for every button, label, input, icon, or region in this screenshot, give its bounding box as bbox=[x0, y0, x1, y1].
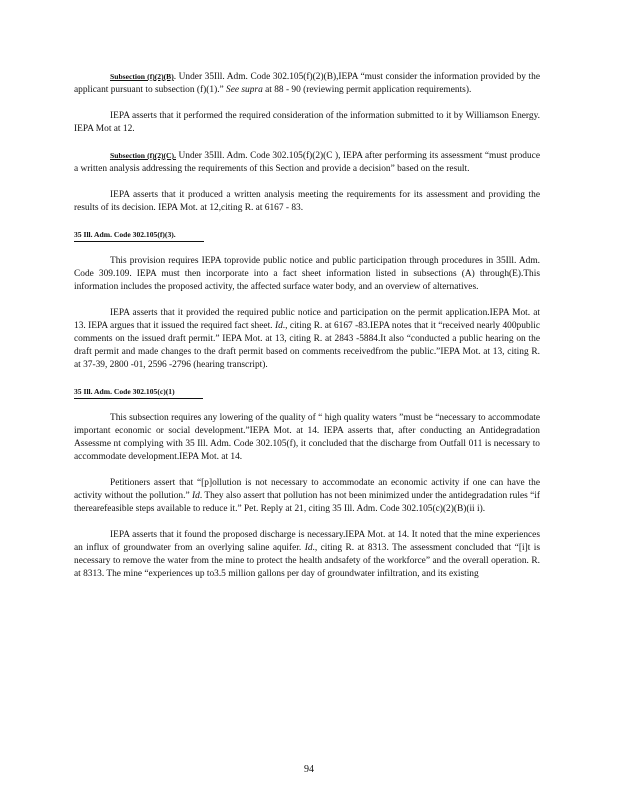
paragraph-high-quality-waters: This subsection requires any lowering of the quality of “ high quality waters ”must be “necessary to accommodate important economic or social development.”IEPA Mot. at 14. IEPA asserts that, after conducting an Antidegradation Assessme nt complying with 35 Ill. Adm. Code 302.105(f), it concluded that the discharge from Outfall 011 is necessary to accommodate development.IEPA Mot. at 14. bbox=[74, 413, 540, 462]
citation-id: Id bbox=[192, 491, 200, 501]
paragraph-iepa-notice bbox=[74, 307, 540, 372]
paragraph-iepa-consideration: IEPA asserts that it performed the required consideration of the information submitted to it by Williamson Energy. IEPA Mot at 12. bbox=[74, 111, 540, 134]
subsection-heading: Subsection (f)(2)(B) bbox=[110, 72, 174, 81]
paragraph-text: IEPA asserts that it found the proposed discharge is necessary.IEPA Mot. at 14. It noted that the mine experiences an influx of groundwater from an overlying saline aquifer. bbox=[74, 530, 540, 553]
paragraph-subsection-f2b bbox=[74, 70, 540, 97]
section-heading-text: 35 Ill. Adm. Code 302.105(c)(1) bbox=[74, 385, 203, 399]
paragraph-petitioners bbox=[74, 477, 540, 516]
citation-id: Id bbox=[274, 321, 283, 331]
paragraph-text: Petitioners assert that “[p]ollution is not necessary to accommodate an economic activity if one can have the activity without the pollution.” bbox=[74, 478, 540, 501]
page-number: 94 bbox=[304, 764, 314, 775]
subsection-heading: Subsection (f)(2)(C). bbox=[110, 151, 176, 160]
paragraph-text: . They also assert that pollution has not been minimized under the antidegradation rules “if therearefeasible steps available to reduce it.” Pet. Reply at 21, citing 35 Ill. Adm. Code 302.105(c)(2)(B)(ii i). bbox=[74, 491, 541, 514]
paragraph-subsection-f2c bbox=[74, 149, 540, 176]
paragraph-text: . Under 35Ill. Adm. Code 302.105(f)(2)(B),IEPA “must consider the information provided by the applicant pursuant to subsection (f)(1).” bbox=[74, 72, 540, 95]
section-heading-text: 35 Ill. Adm. Code 302.105(f)(3). bbox=[74, 228, 204, 242]
document-body bbox=[74, 70, 540, 594]
paragraph-text: ., citing R. at 6167 -83.IEPA notes that it “received nearly 400public comments on the issued draft permit.” IEPA Mot. at 13, citing R. at 2843 -5884.It also “conducted a public hearing on the draft permit and made changes to the draft permit based on comments receivedfrom the public.”IEPA Mot. at 13, citing R. at 37-39, 2800 -01, 2596 -2796 (hearing transcript). bbox=[74, 321, 540, 370]
paragraph-text: at 88 - 90 (reviewing permit application requirements). bbox=[262, 85, 472, 95]
paragraph-iepa-analysis: IEPA asserts that it produced a written analysis meeting the requirements for its assessment and providing the results of its decision. IEPA Mot. at 12,citing R. at 6167 - 83. bbox=[74, 190, 540, 213]
paragraph-text: ., citing R. at 8313. The assessment concluded that “[i]t is necessary to remove the water from the mine to protect the health andsafety of the workforce” and the overall operation. R. at 8313. The mine “experiences up to3.5 million gallons per day of groundwater infiltration, and its existing bbox=[74, 543, 541, 579]
section-heading-f3 bbox=[74, 228, 540, 242]
paragraph-public-notice: This provision requires IEPA toprovide public notice and public participation through procedures in 35Ill. Adm. Code 309.109. IEPA must then incorporate into a fact sheet information listed in subsections (A) through(E).This information includes the proposed activity, the affected surface water body, and an overview of alternatives. bbox=[74, 256, 540, 292]
paragraph-iepa-necessary bbox=[74, 529, 540, 581]
paragraph-text: Under 35Ill. Adm. Code 302.105(f)(2)(C ), IEPA after performing its assessment “must produce a written analysis addressing the requirements of this Section and provide a decision” based on the result. bbox=[74, 151, 540, 174]
citation-signal: See supra bbox=[226, 85, 263, 95]
paragraph-text: IEPA asserts that it provided the required public notice and participation on the permit application.IEPA Mot. at 13. IEPA argues that it issued the required fact sheet. bbox=[74, 308, 540, 331]
citation-id: Id bbox=[304, 543, 313, 553]
section-heading-c1 bbox=[74, 385, 540, 399]
